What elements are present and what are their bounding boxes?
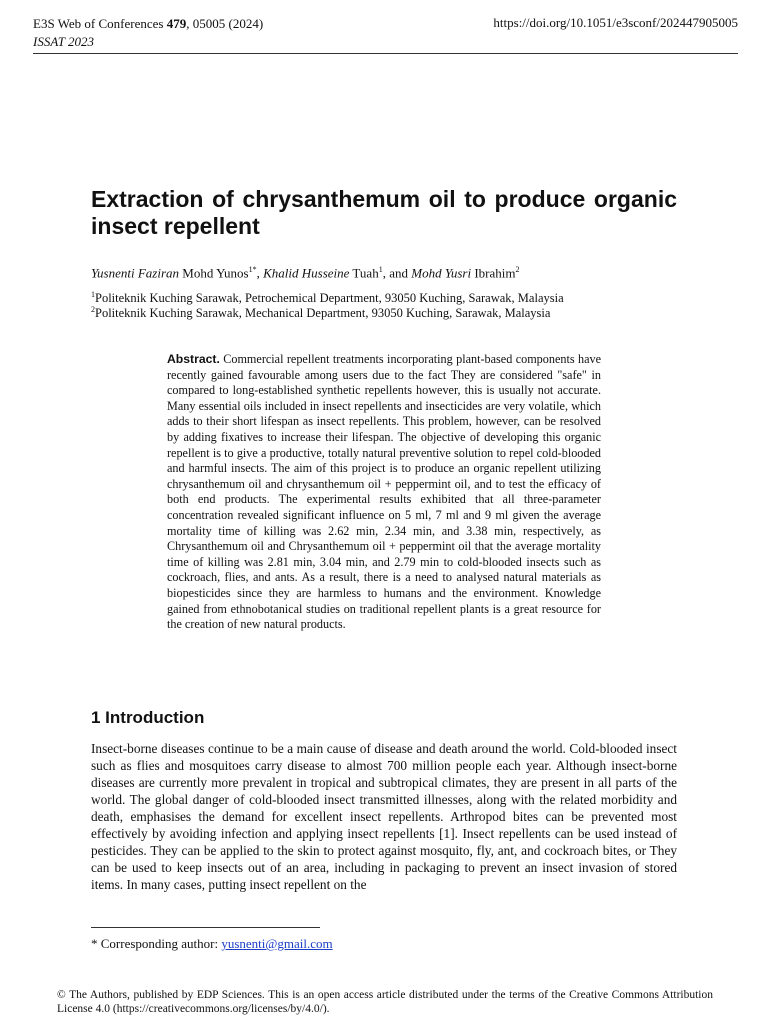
abstract-text: Commercial repellent treatments incorporating plant-based components have recently gained favourable among users due to the fact They are considered "safe" in compared to long-established synthetic repellents however, this is usually not accurate. Many essential oils included in insect repellents and insecticides are very volatile, which adds to their short lifespan as insect repellents. This problem, however, can be resolved by adding fixatives to increase their lifespan. The objective of developing this organic repellent is to give a productive, totally natural preventive solution to repel cold-blooded and harmful insects. The aim of this project is to produce an organic repellent utilizing chrysanthemum oil and chrysanthemum oil + peppermint oil, and to test the efficacy of both end products. The experimental results exhibited that all three-parameter concentration revealed significant influence on 5 ml, 7 ml and 9 ml given the average mortality time of killing was 2.62 min, 2.34 min, and 3.38 min, respectively, as Chrysanthemum oil and Chrysanthemum oil + peppermint oil that the average mortality time of killing was 2.81 min, 3.04 min, and 2.79 min to cold-blooded insects such as cockroach, flies, and ants. As a result, there is a need to analysed natural materials as biopesticides since they are harmless to humans and the environment. Knowledge gained from ethnobotanical studies on traditional repellent plants is a great resource for the creation of new natural products.: [167, 352, 601, 632]
paper-title: Extraction of chrysanthemum oil to produce organic insect repellent: [91, 186, 677, 239]
affiliation-2: [91, 305, 550, 321]
affiliation-1-mark: 1: [91, 290, 95, 299]
article-number: , 05005 (2024): [186, 16, 264, 31]
section-heading: 1 Introduction: [91, 708, 205, 727]
abstract-label: Abstract.: [167, 352, 220, 366]
author-2-given: Khalid Husseine: [263, 265, 350, 281]
affiliation-2-mark: 2: [91, 305, 95, 314]
corresponding-author-footnote: [91, 936, 333, 952]
running-header: [33, 15, 263, 51]
author-email-link[interactable]: yusnenti@gmail.com: [221, 936, 333, 951]
journal-citation: [33, 15, 263, 33]
author-3-family: Ibrahim: [471, 265, 516, 281]
author-separator: ,: [256, 265, 264, 281]
author-2-affiliation-mark: 1: [378, 265, 383, 274]
author-2-family: Tuah: [349, 265, 379, 281]
author-list: [91, 265, 520, 281]
affiliation-2-text: Politeknik Kuching Sarawak, Mechanical Department, 93050 Kuching, Sarawak, Malaysia: [95, 306, 551, 321]
author-3-given: Mohd Yusri: [411, 265, 472, 281]
footnote-label: * Corresponding author:: [91, 936, 222, 951]
conference-name: ISSAT 2023: [33, 34, 95, 49]
introduction-text: Insect-borne diseases continue to be a main cause of disease and death around the world. Cold-blooded insect such as flies and mosquitoes carry disease to almost 700 million people each year. Although insect-borne diseases are currently more prevalent in tropical and subtropical climates, they are present in all parts of the world. The global danger of cold-blooded insect transmitted illnesses, along with the related morbidity and death, emphasises the demand for excellent insect repellents. Arthropod bites can be prevented most effectively by avoiding infection and applying insect repellents [1]. Insect repellents can be used instead of pesticides. They can be applied to the skin to protect against mosquito, fly, ant, and cockroach bites, or They can be used to keep insects out of an area, including in packaging to prevent an insect invasion of stored items. In many cases, putting insect repellent on the: [91, 741, 677, 892]
author-1-family: Mohd Yunos: [179, 265, 249, 281]
affiliation-1: [91, 290, 564, 306]
doi-link[interactable]: https://doi.org/10.1051/e3sconf/202447905005: [493, 15, 738, 30]
affiliation-1-text: Politeknik Kuching Sarawak, Petrochemical Department, 93050 Kuching, Sarawak, Malaysia: [95, 291, 564, 306]
author-1-affiliation-mark: 1*: [248, 265, 257, 274]
journal-volume: 479: [166, 16, 187, 31]
author-separator: , and: [382, 265, 412, 281]
author-1-given: Yusnenti Faziran: [91, 265, 180, 281]
footnote-divider: [91, 927, 320, 928]
abstract: [167, 352, 601, 633]
author-3-affiliation-mark: 2: [515, 265, 520, 274]
license-notice: © The Authors, published by EDP Sciences. This is an open access article distributed under the terms of the Creative Commons Attribution License 4.0 (https://creativecommons.org/licenses/by/4.0/).: [57, 989, 713, 1015]
journal-name: E3S Web of Conferences: [33, 16, 164, 31]
header-divider: [33, 53, 738, 54]
